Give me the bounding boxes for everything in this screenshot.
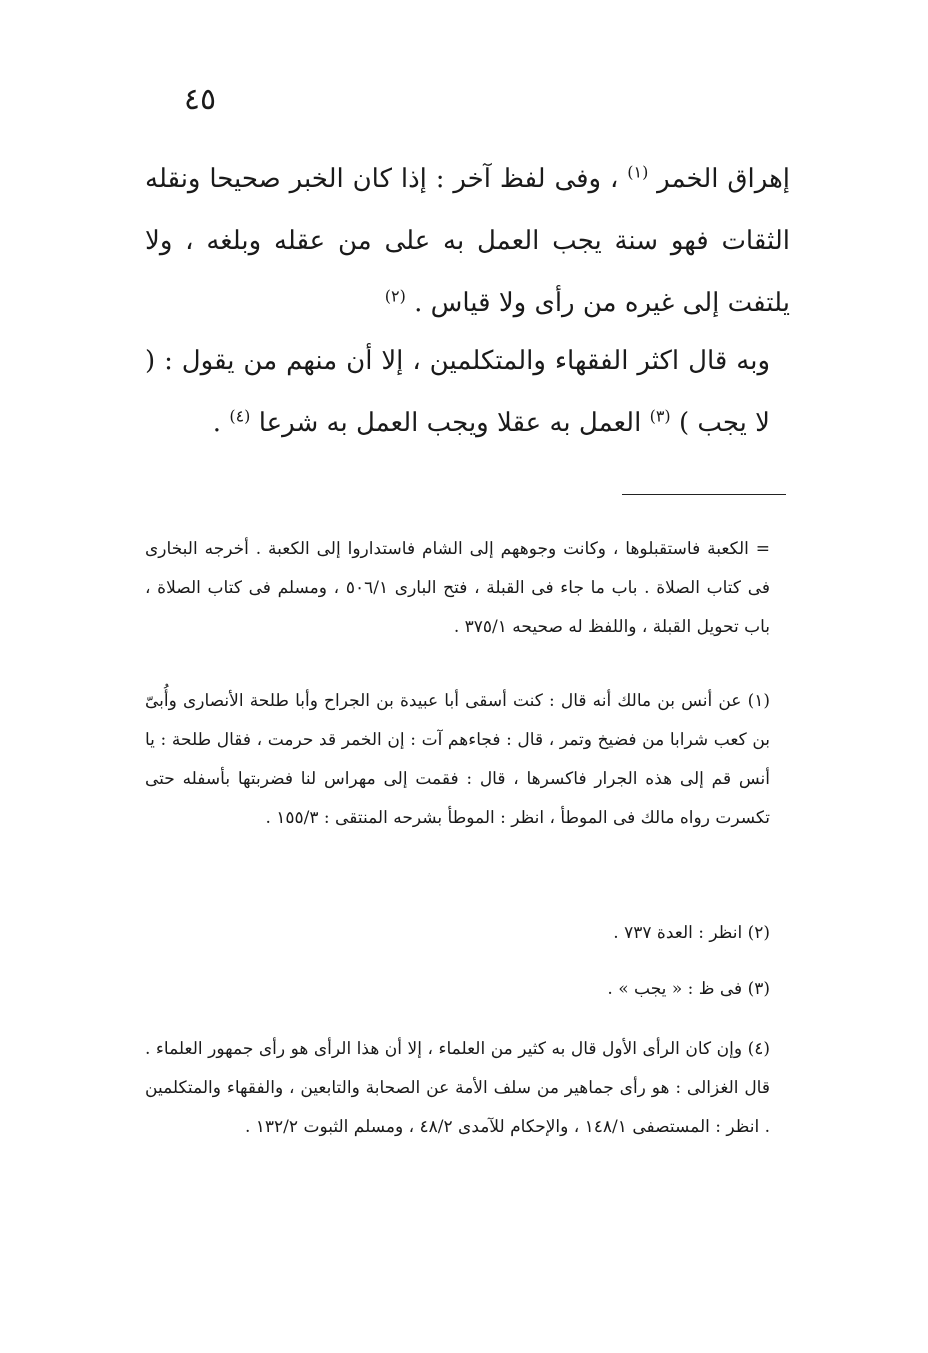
footnote-divider [622, 494, 786, 495]
footnote-continuation [145, 530, 790, 647]
main-text-segment: العمل به عقلا ويجب العمل به شرعا [258, 408, 642, 438]
footnote-ref-2: (٢) [384, 286, 406, 306]
page-number: ٤٥ [183, 82, 217, 117]
footnote-text: (٣) فى ظ : « يجب » . [607, 979, 770, 999]
main-text-segment: . [212, 408, 222, 438]
footnote-1 [145, 682, 790, 838]
main-paragraph-2 [145, 330, 790, 454]
footnote-2 [145, 914, 790, 953]
main-paragraph-1 [145, 148, 790, 334]
main-text-segment: إهراق الخمر [657, 164, 791, 194]
footnote-ref-3: (٣) [649, 406, 671, 426]
main-text-segment: وبه قال اكثر الفقهاء والمتكلمين ، إلا أن منهم من يقول : ( لا يجب ) [145, 346, 770, 438]
footnote-4 [145, 1030, 790, 1147]
footnote-text: = الكعبة فاستقبلوها ، وكانت وجوههم إلى الشام فاستداروا إلى الكعبة . أخرجه البخارى فى كتاب الصلاة . باب ما جاء فى القبلة ، فتح البارى ٥٠٦/١ ، ومسلم فى كتاب الصلاة ، باب تحويل القبلة ، واللفظ له صحيحه ٣٧٥/١ . [145, 539, 770, 637]
footnote-text: (٢) انظر : العدة ٧٣٧ . [613, 923, 770, 943]
footnote-ref-4: (٤) [229, 406, 251, 426]
footnote-3 [145, 970, 790, 1009]
footnote-text: (١) عن أنس بن مالك أنه قال : كنت أسقى أبا عبيدة بن الجراح وأبا طلحة الأنصارى وأُبىّ بن كعب شرابا من فضيخ وتمر ، قال : فجاءهم آت : إن الخمر قد حرمت ، فقال طلحة : يا أنس قم إلى هذه الجرار فاكسرها ، قال : فقمت إلى مهراس لنا فضربتها بأسفله حتى تكسرت رواه مالك فى الموطأ ، انظر : الموطأ بشرحه المنتقى : ١٥٥/٣ . [145, 691, 770, 828]
footnote-ref-1: (١) [627, 162, 649, 182]
footnote-text: (٤) وإن كان الرأى الأول قال به كثير من العلماء ، إلا أن هذا الرأى هو رأى جمهور العلماء . قال الغزالى : هو رأى جماهير من سلف الأمة عن الصحابة والتابعين ، والفقهاء والمتكلمين . انظر : المستصفى ١٤٨/١ ، والإحكام للآمدى ٤٨/٢ ، ومسلم الثبوت ١٣٢/٢ . [145, 1039, 770, 1137]
main-text-segment: ، وفى لفظ آخر : إذا كان الخبر صحيحا ونقله الثقات فهو سنة يجب العمل به على من عقله وبلغه ، ولا يلتفت إلى غيره من رأى ولا قياس . [145, 164, 790, 318]
